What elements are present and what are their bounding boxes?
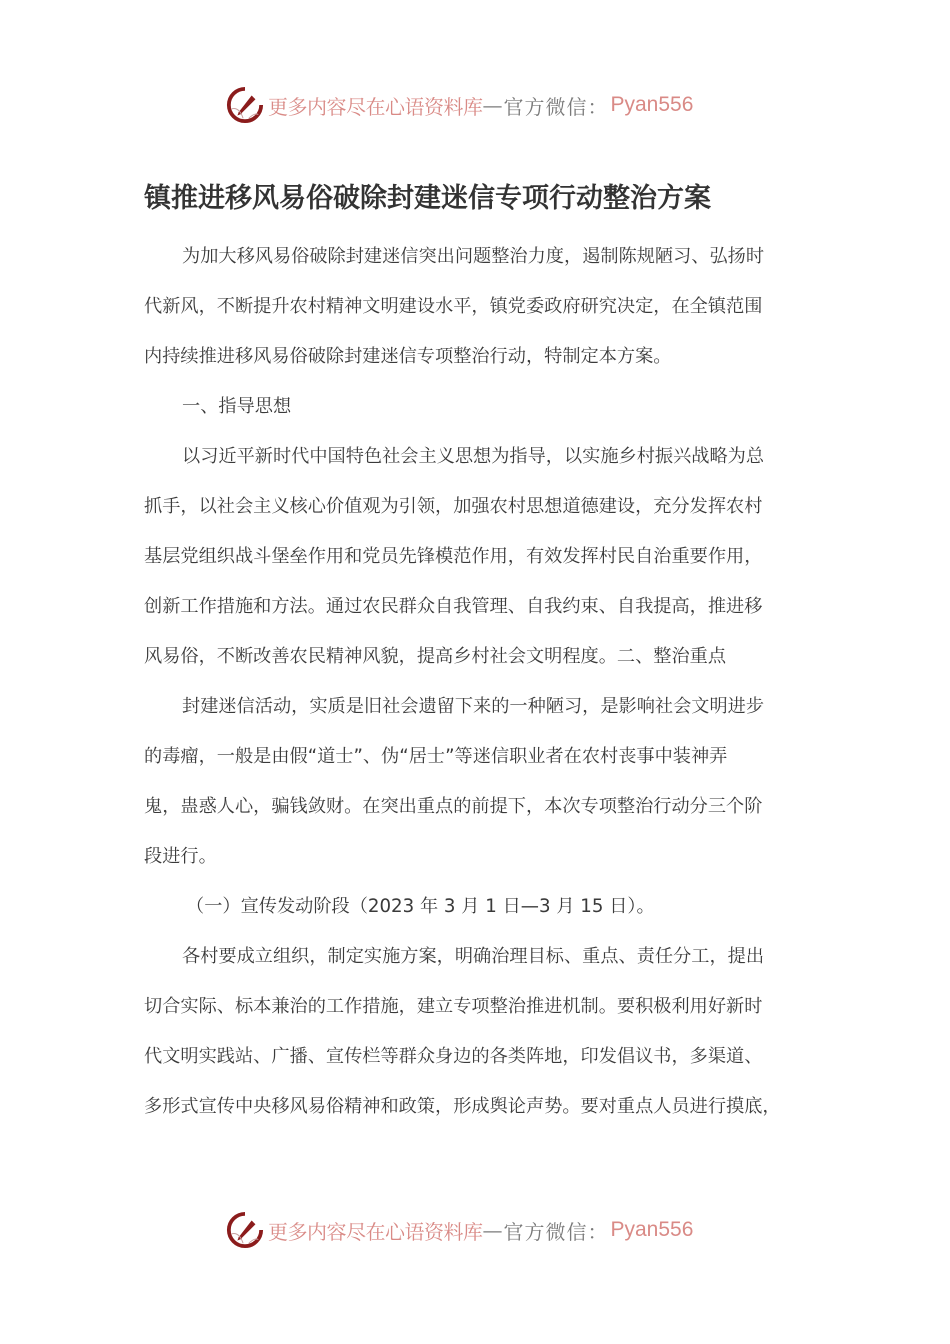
paragraph-line: 鬼，蛊惑人心，骗钱敛财。在突出重点的前提下，本次专项整治行动分三个阶: [144, 796, 763, 817]
pen-nib-logo-icon: [226, 1211, 264, 1249]
site-name: 更多内容尽在心语资料库: [268, 94, 483, 119]
paragraph-line: 内持续推进移风易俗破除封建迷信专项整治行动，特制定本方案。: [144, 346, 672, 367]
wechat-id: Pyan556: [610, 93, 694, 116]
paragraph-line: 风易俗，不断改善农民精神风貌，提高乡村社会文明程度。二、整治重点: [144, 646, 727, 667]
subsection-heading: （一）宣传发动阶段（2023 年 3 月 1 日—3 月 15 日）。: [186, 896, 655, 917]
document-body: [144, 232, 804, 1132]
paragraph-line: 为加大移风易俗破除封建迷信突出问题整治力度，遏制陈规陋习、弘扬时: [182, 246, 765, 267]
pen-nib-logo-icon: [226, 86, 264, 124]
banner-dash: —: [482, 1218, 504, 1242]
paragraph-line: 切合实际、标本兼治的工作措施，建立专项整治推进机制。要积极利用好新时: [144, 996, 763, 1017]
paragraph-line: 多形式宣传中央移风易俗精神和政策，形成舆论声势。要对重点人员进行摸底，: [144, 1096, 781, 1117]
paragraph-line: 基层党组织战斗堡垒作用和党员先锋模范作用，有效发挥村民自治重要作用，: [144, 546, 763, 567]
wechat-id: Pyan556: [610, 1218, 694, 1241]
paragraph-line: 封建迷信活动，实质是旧社会遗留下来的一种陋习，是影响社会文明进步: [182, 696, 765, 717]
paragraph-line: 代新风，不断提升农村精神文明建设水平，镇党委政府研究决定，在全镇范围: [144, 296, 763, 317]
header-banner: [226, 85, 726, 125]
paragraph-line: 段进行。: [144, 846, 217, 867]
document-title: 镇推进移风易俗破除封建迷信专项行动整治方案: [144, 183, 711, 214]
paragraph-line: 抓手，以社会主义核心价值观为引领，加强农村思想道德建设，充分发挥农村: [144, 496, 763, 517]
banner-dash: —: [482, 93, 504, 117]
paragraph-line: 代文明实践站、广播、宣传栏等群众身边的各类阵地，印发倡议书，多渠道、: [144, 1046, 763, 1067]
footer-banner: [226, 1210, 726, 1250]
paragraph-line: 的毒瘤，一般是由假“道士”、伪“居士”等迷信职业者在农村丧事中装神弄: [144, 746, 728, 767]
paragraph-line: 以习近平新时代中国特色社会主义思想为指导，以实施乡村振兴战略为总: [182, 446, 765, 467]
wechat-label: 官方微信：: [503, 1219, 609, 1244]
paragraph-line: 各村要成立组织，制定实施方案，明确治理目标、重点、责任分工，提出: [182, 946, 765, 967]
wechat-label: 官方微信：: [503, 94, 609, 119]
paragraph-line: 创新工作措施和方法。通过农民群众自我管理、自我约束、自我提高，推进移: [144, 596, 763, 617]
section-heading: 一、指导思想: [182, 396, 292, 417]
site-name: 更多内容尽在心语资料库: [268, 1219, 483, 1244]
